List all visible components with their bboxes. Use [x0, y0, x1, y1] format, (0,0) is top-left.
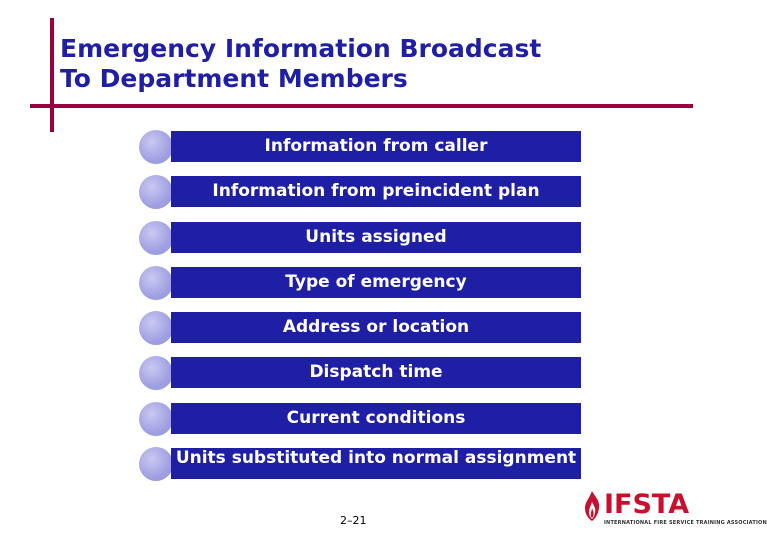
- list-item-label: Units substituted into normal assignment: [175, 448, 577, 468]
- list-item: [139, 221, 581, 255]
- list-item-label: Units assigned: [305, 227, 447, 247]
- list-item-label: Current conditions: [286, 408, 466, 428]
- bullet-circle-icon: [139, 175, 173, 209]
- list-item-label: Address or location: [282, 317, 470, 337]
- logo-subtext: INTERNATIONAL FIRE SERVICE TRAINING ASSOCIATION: [604, 520, 767, 526]
- list-item-bar: [171, 176, 581, 207]
- list-item-bar: [171, 222, 581, 253]
- bullet-circle-icon: [139, 311, 173, 345]
- bullet-circle-icon: [139, 221, 173, 255]
- list-item-label: Type of emergency: [285, 272, 467, 292]
- slide-title-line-1: Emergency Information Broadcast: [60, 34, 542, 63]
- logo-text: IFSTA: [604, 489, 690, 520]
- list-item: [139, 356, 581, 390]
- list-item-bar: [171, 131, 581, 162]
- list-item-label: Dispatch time: [309, 362, 443, 382]
- list-item-bar: [171, 267, 581, 298]
- list-item: [139, 402, 581, 436]
- list-item-bar: [171, 312, 581, 343]
- list-item-bar: [171, 448, 581, 479]
- list-item: [139, 447, 581, 481]
- bullet-circle-icon: [139, 447, 173, 481]
- list-item-bar: [171, 403, 581, 434]
- bullet-circle-icon: [139, 266, 173, 300]
- slide-title-line-2: To Department Members: [60, 64, 408, 93]
- list-item: [139, 130, 581, 164]
- page-number: 2–21: [340, 514, 367, 527]
- list-item-bar: [171, 357, 581, 388]
- flame-icon: [582, 490, 602, 522]
- ifsta-logo: [582, 489, 767, 528]
- list-item: [139, 175, 581, 209]
- bullet-circle-icon: [139, 130, 173, 164]
- list-item-label: Information from preincident plan: [212, 181, 540, 201]
- bullet-circle-icon: [139, 402, 173, 436]
- list-item: [139, 266, 581, 300]
- list-item: [139, 311, 581, 345]
- list-item-label: Information from caller: [264, 136, 488, 156]
- bullet-circle-icon: [139, 356, 173, 390]
